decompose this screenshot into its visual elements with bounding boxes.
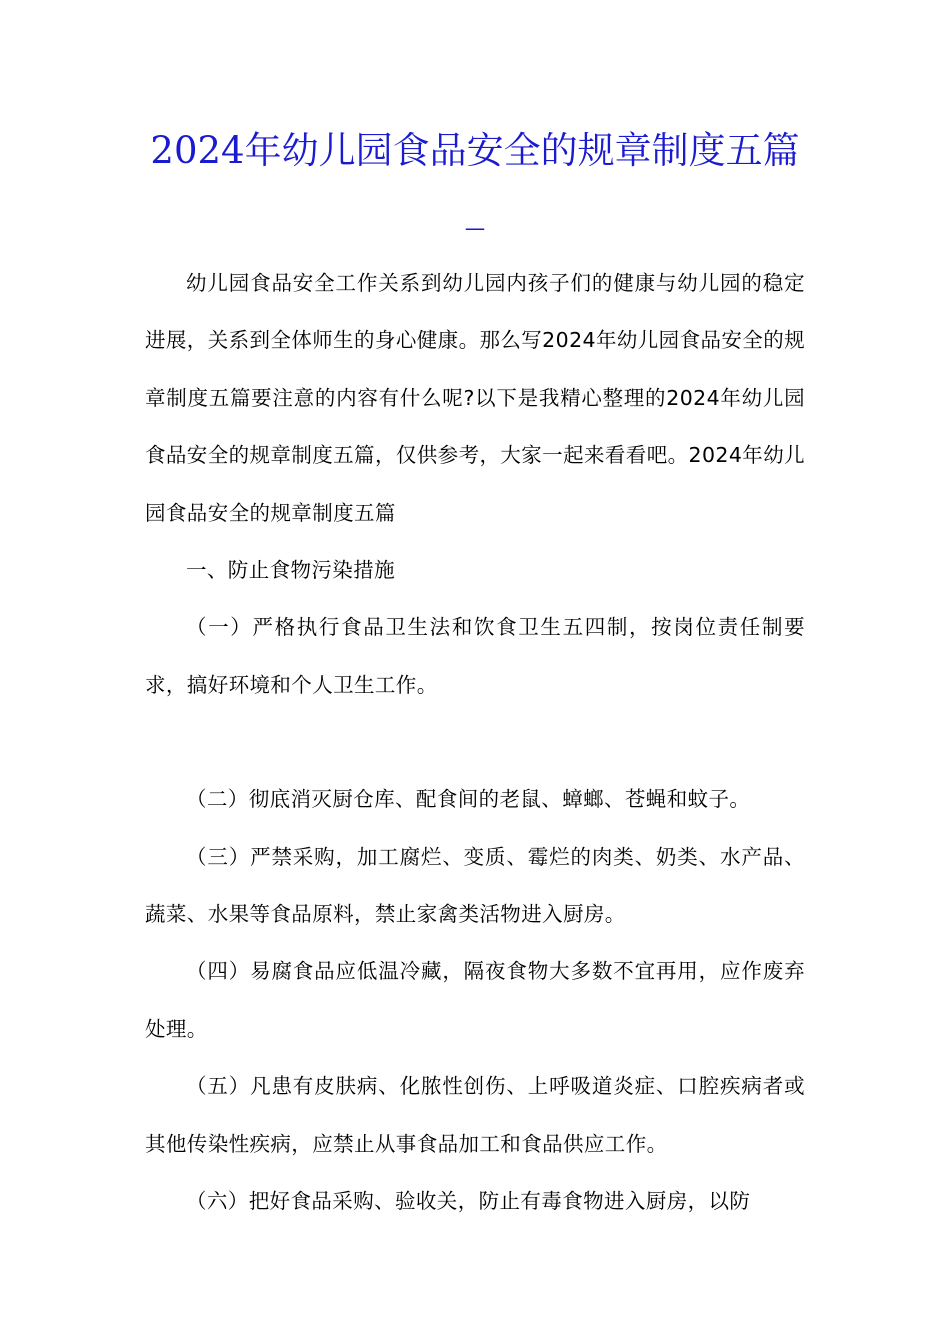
list-item: （五）凡患有皮肤病、化脓性创伤、上呼吸道炎症、口腔疾病者或其他传染性疾病，应禁止从事食品加工和食品供应工作。 [145, 1074, 805, 1156]
section-heading: 一、防止食物污染措施 [186, 558, 395, 583]
list-item: （一）严格执行食品卫生法和饮食卫生五四制，按岗位责任制要求，搞好环境和个人卫生工作。 [145, 615, 805, 697]
list-item: （六）把好食品采购、验收关，防止有毒食物进入厨房，以防 [186, 1189, 751, 1214]
list-item: （四）易腐食品应低温冷藏，隔夜食物大多数不宜再用，应作废弃处理。 [145, 959, 805, 1041]
intro-paragraph: 幼儿园食品安全工作关系到幼儿园内孩子们的健康与幼儿园的稳定进展，关系到全体师生的身心健康。那么写2024年幼儿园食品安全的规章制度五篇要注意的内容有什么呢?以下是我精心整理的2024年幼儿园食品安全的规章制度五篇，仅供参考，大家一起来看看吧。2024年幼儿园食品安全的规章制度五篇 [145, 271, 805, 525]
document-body [145, 255, 805, 1231]
document-title: 2024年幼儿园食品安全的规章制度五篇_ [150, 129, 800, 230]
list-item: （三）严禁采购，加工腐烂、变质、霉烂的肉类、奶类、水产品、蔬菜、水果等食品原料，禁止家禽类活物进入厨房。 [145, 844, 805, 927]
list-item: （二）彻底消灭厨仓库、配食间的老鼠、蟑螂、苍蝇和蚊子。 [186, 787, 751, 812]
